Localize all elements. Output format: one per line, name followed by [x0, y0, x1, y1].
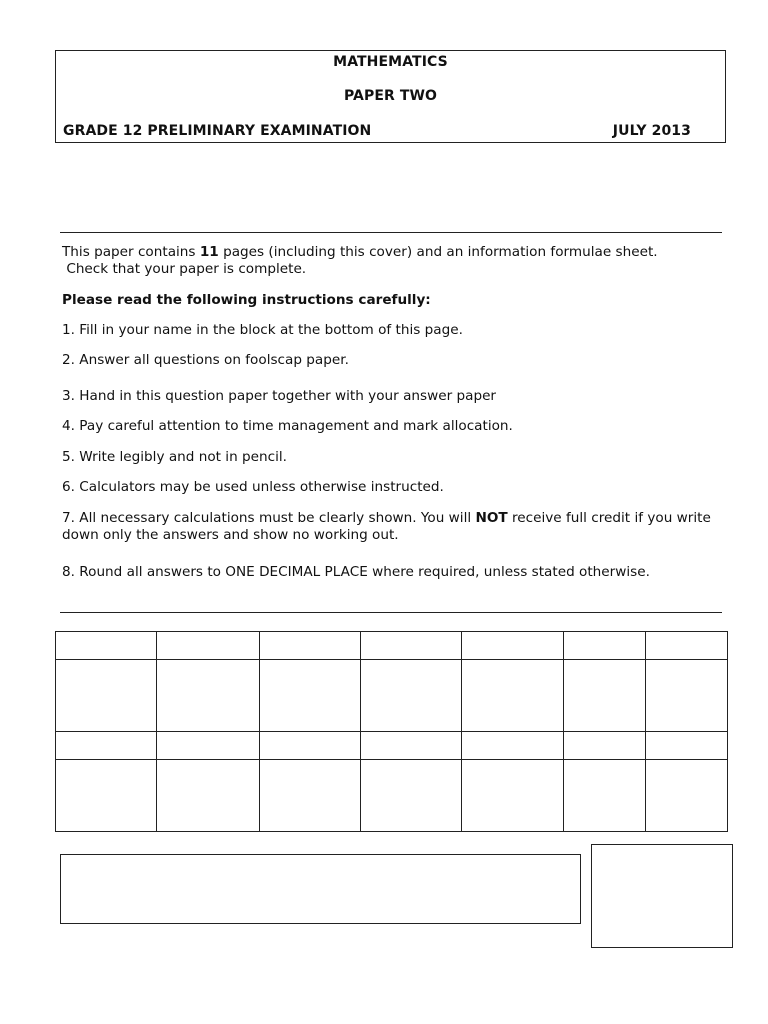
marks-total-box[interactable]	[591, 844, 733, 948]
table-cell[interactable]	[157, 732, 260, 760]
table-cell[interactable]	[646, 660, 728, 732]
table-cell[interactable]	[157, 660, 260, 732]
paper-title: PAPER TWO	[343, 88, 438, 104]
intro-paragraph	[62, 244, 727, 278]
instruction-item: 5. Write legibly and not in pencil.	[62, 449, 287, 465]
instructions-heading: Please read the following instructions carefully:	[62, 292, 431, 308]
instruction-item: 2. Answer all questions on foolscap paper.	[62, 352, 349, 368]
subject-title: MATHEMATICS	[333, 54, 448, 70]
table-cell[interactable]	[361, 732, 462, 760]
instruction-item: 4. Pay careful attention to time management and mark allocation.	[62, 418, 513, 434]
table-row	[56, 760, 728, 832]
table-cell[interactable]	[361, 760, 462, 832]
intro-text-end: pages (including this cover) and an information formulae sheet.	[218, 244, 658, 260]
exam-date: JULY 2013	[612, 123, 691, 139]
table-cell[interactable]	[462, 632, 564, 660]
table-cell[interactable]	[56, 732, 157, 760]
instruction-item: 6. Calculators may be used unless otherwise instructed.	[62, 479, 444, 495]
table-cell[interactable]	[260, 660, 361, 732]
exam-header-box	[55, 50, 726, 143]
table-cell[interactable]	[564, 760, 646, 832]
table-cell[interactable]	[260, 760, 361, 832]
marks-table	[55, 631, 728, 832]
instruction-item: 1. Fill in your name in the block at the bottom of this page.	[62, 322, 463, 338]
table-cell[interactable]	[646, 632, 728, 660]
table-cell[interactable]	[462, 760, 564, 832]
table-cell[interactable]	[157, 632, 260, 660]
table-cell[interactable]	[564, 660, 646, 732]
exam-name: GRADE 12 PRELIMINARY EXAMINATION	[63, 123, 372, 139]
intro-text-start: This paper contains	[62, 244, 200, 260]
table-cell[interactable]	[56, 632, 157, 660]
table-cell[interactable]	[564, 632, 646, 660]
table-row	[56, 632, 728, 660]
table-cell[interactable]	[361, 660, 462, 732]
instruction-item	[62, 510, 727, 544]
intro-check-text: Check that your paper is complete.	[62, 261, 307, 277]
instruction-7-emphasis: NOT	[475, 510, 508, 526]
table-cell[interactable]	[646, 760, 728, 832]
table-row	[56, 660, 728, 732]
table-cell[interactable]	[462, 660, 564, 732]
table-cell[interactable]	[260, 632, 361, 660]
table-cell[interactable]	[56, 660, 157, 732]
table-cell[interactable]	[646, 732, 728, 760]
table-cell[interactable]	[361, 632, 462, 660]
instruction-7-start: 7. All necessary calculations must be clearly shown. You will	[62, 510, 476, 526]
table-cell[interactable]	[56, 760, 157, 832]
instruction-item: 3. Hand in this question paper together with your answer paper	[62, 388, 497, 404]
top-divider	[60, 232, 722, 233]
page-count: 11	[199, 244, 219, 260]
table-row	[56, 732, 728, 760]
table-cell[interactable]	[157, 760, 260, 832]
name-block[interactable]	[60, 854, 581, 924]
bottom-divider	[60, 612, 722, 613]
table-cell[interactable]	[260, 732, 361, 760]
instruction-item: 8. Round all answers to ONE DECIMAL PLACE where required, unless stated otherwise.	[62, 564, 650, 580]
instruction-7-end: receive full credit if you write down only the answers and show no working out.	[62, 510, 711, 543]
table-cell[interactable]	[564, 732, 646, 760]
table-cell[interactable]	[462, 732, 564, 760]
